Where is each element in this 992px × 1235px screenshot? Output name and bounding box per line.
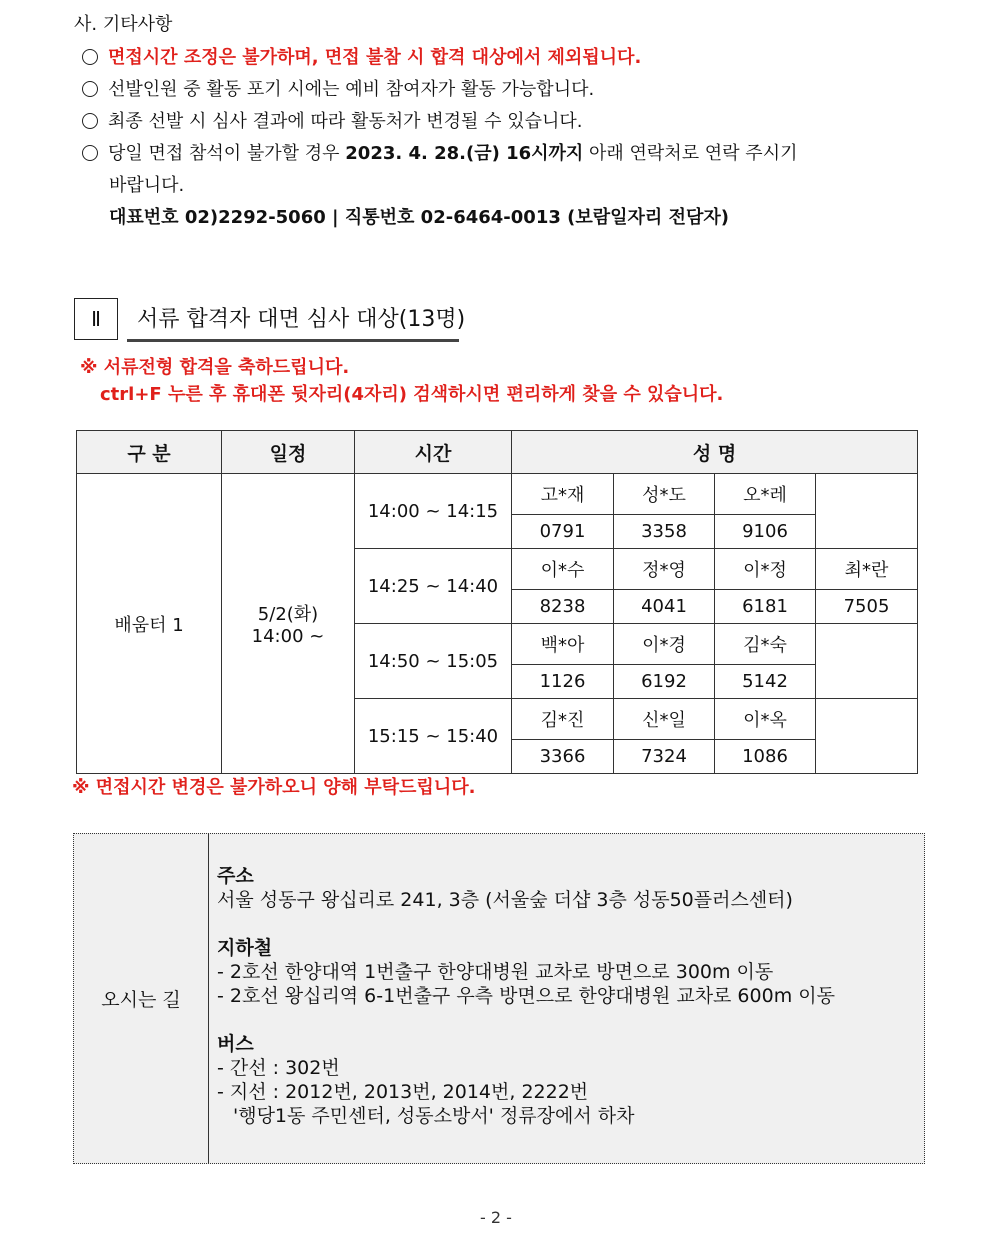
time-slot-cell: 14:00 ~ 14:15 [355,474,512,549]
phone-digits-cell: 7324 [614,740,715,774]
contact-info: 대표번호 02)2292-5060 | 직통번호 02-6464-0013 (보람일자리 전담자) [109,207,729,228]
phone-digits-cell: 1126 [512,665,614,699]
bus-stop-info: '행당1동 주민센터, 성동소방서' 정류장에서 하차 [233,1105,635,1127]
empty-cell [816,474,918,549]
phone-digits-cell: 4041 [614,590,715,624]
interview-schedule-table [76,430,918,774]
name-cell: 최*란 [816,549,918,590]
header-date: 일정 [222,431,355,474]
notice-item-2: 선발인원 중 활동 포기 시에는 예비 참여자가 활동 가능합니다. [82,75,594,101]
phone-digits-cell: 7505 [816,590,918,624]
bus-route: - 간선 : 302번 [217,1057,340,1079]
section-number-box: Ⅱ [74,298,118,340]
name-cell: 이*옥 [715,699,816,740]
name-cell: 김*숙 [715,624,816,665]
name-cell: 성*도 [614,474,715,515]
name-cell: 신*일 [614,699,715,740]
name-cell: 백*아 [512,624,614,665]
name-cell: 이*경 [614,624,715,665]
start-time-text: 14:00 ~ [251,626,325,647]
header-category: 구 분 [77,431,222,474]
notice-item-4: 당일 면접 참석이 불가할 경우 2023. 4. 28.(금) 16시까지 아래 연락처로 연락 주시기 [82,139,797,165]
header-time: 시간 [355,431,512,474]
phone-digits-cell: 9106 [715,515,816,549]
phone-digits-cell: 1086 [715,740,816,774]
phone-digits-cell: 3358 [614,515,715,549]
notice-item-4-continued: 바랍니다. [109,175,185,196]
bus-route: - 지선 : 2012번, 2013번, 2014번, 2222번 [217,1081,589,1103]
name-cell: 오*레 [715,474,816,515]
directions-label: 오시는 길 [74,834,209,1163]
name-cell: 김*진 [512,699,614,740]
date-text: 5/2(화) [257,604,319,625]
subway-route: - 2호선 왕십리역 6-1번출구 우측 방면으로 한양대병원 교차로 600m 이동 [217,985,835,1007]
name-cell: 고*재 [512,474,614,515]
empty-cell [816,624,918,699]
deadline-text: 2023. 4. 28.(금) 16시까지 [345,143,584,164]
subway-route: - 2호선 한양대역 1번출구 한양대병원 교차로 방면으로 300m 이동 [217,961,774,983]
phone-digits-cell: 0791 [512,515,614,549]
phone-digits-cell: 8238 [512,590,614,624]
directions-box [73,833,925,1164]
date-cell [222,474,355,774]
phone-digits-cell: 5142 [715,665,816,699]
notice-item-1: 면접시간 조정은 불가하며, 면접 불참 시 합격 대상에서 제외됩니다. [82,43,641,69]
section-title: 서류 합격자 대면 심사 대상(13명) [127,300,459,342]
section-heading: 사. 기타사항 [74,14,173,35]
search-tip-note: ctrl+F 누른 후 휴대폰 뒷자리(4자리) 검색하시면 편리하게 찾을 수 있습니다. [100,384,724,405]
name-cell: 이*수 [512,549,614,590]
name-cell: 정*영 [614,549,715,590]
time-slot-cell: 14:50 ~ 15:05 [355,624,512,699]
circle-bullet-icon [82,81,98,97]
bus-heading: 버스 [217,1033,254,1055]
address-text: 서울 성동구 왕십리로 241, 3층 (서울숲 더샵 3층 성동50플러스센터) [217,889,793,911]
congrats-note: ※ 서류전형 합격을 축하드립니다. [80,357,350,378]
directions-content [217,864,835,1128]
circle-bullet-icon [82,49,98,65]
page-number: - 2 - [480,1208,512,1227]
table-header-row [77,431,918,474]
phone-digits-cell: 3366 [512,740,614,774]
name-cell: 이*정 [715,549,816,590]
circle-bullet-icon [82,113,98,129]
time-slot-cell: 15:15 ~ 15:40 [355,699,512,774]
time-slot-cell: 14:25 ~ 14:40 [355,549,512,624]
category-cell: 배움터 1 [77,474,222,774]
empty-cell [816,699,918,774]
header-names: 성 명 [512,431,918,474]
subway-heading: 지하철 [217,937,273,959]
table-footnote: ※ 면접시간 변경은 불가하오니 양해 부탁드립니다. [72,777,476,798]
phone-digits-cell: 6181 [715,590,816,624]
notice-item-3: 최종 선발 시 심사 결과에 따라 활동처가 변경될 수 있습니다. [82,107,583,133]
circle-bullet-icon [82,145,98,161]
phone-digits-cell: 6192 [614,665,715,699]
table-row [77,474,918,515]
address-heading: 주소 [217,865,254,887]
